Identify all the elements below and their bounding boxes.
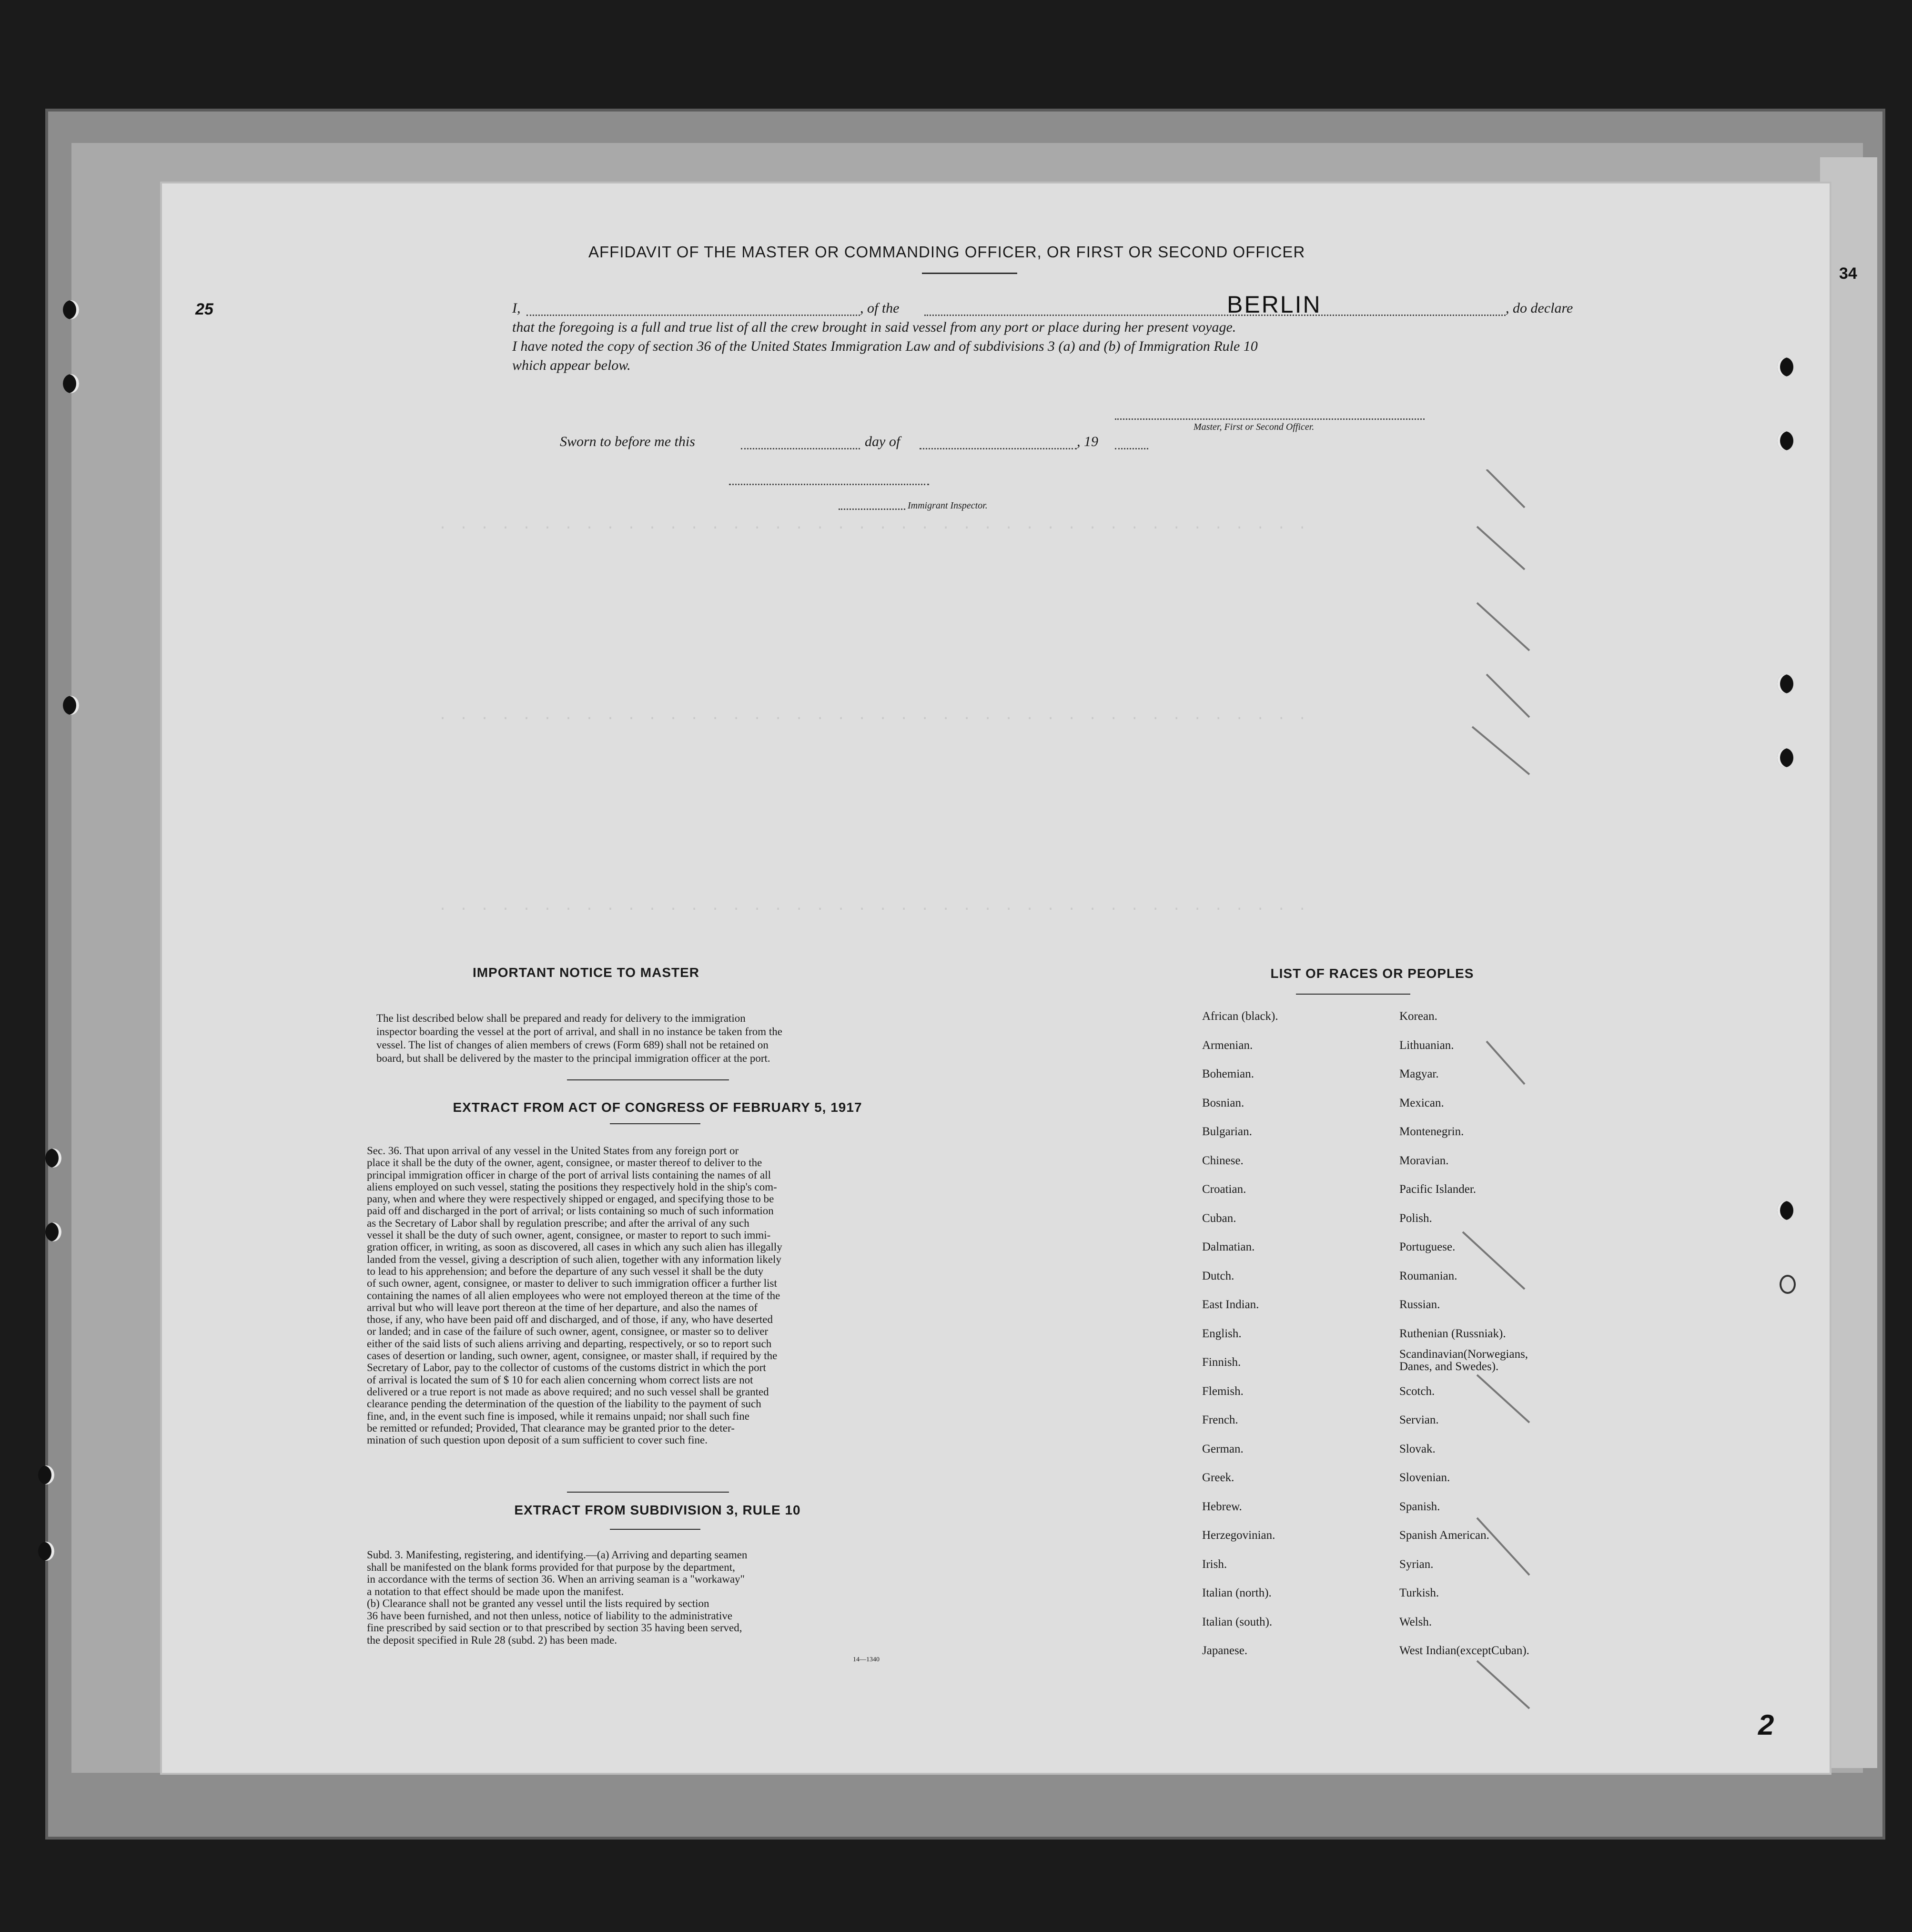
- race-item: Flemish.: [1202, 1384, 1244, 1398]
- race-item: East Indian.: [1202, 1298, 1259, 1311]
- notice-line: inspector boarding the vessel at the port of arrival, and shall in no instance be taken from the: [376, 1026, 783, 1037]
- binder-hole: [63, 374, 79, 393]
- race-item: Polish.: [1399, 1211, 1432, 1225]
- race-item: Scotch.: [1399, 1384, 1435, 1398]
- race-item: German.: [1202, 1442, 1244, 1455]
- act-line: principal immigration officer in charge of the port of arrival lists containing the names of all: [367, 1169, 771, 1181]
- declaration-line-4: which appear below.: [512, 357, 631, 373]
- race-item: Scandinavian(Norwegians, Danes, and Swedes).: [1399, 1348, 1528, 1373]
- title-divider: [922, 273, 1017, 274]
- act-line: mination of such question upon deposit of a sum sufficient to cover such fine.: [367, 1434, 708, 1446]
- race-item: Herzegovinian.: [1202, 1529, 1275, 1542]
- act-line: cases of desertion or landing, such owner, agent, consignee, or master shall, if required by the: [367, 1350, 778, 1362]
- section-divider: [567, 1492, 729, 1493]
- master-name-field[interactable]: [526, 315, 860, 316]
- page-number-mark: 34: [1839, 264, 1857, 283]
- race-item: Magyar.: [1399, 1068, 1439, 1080]
- side-mark: 25: [195, 300, 213, 318]
- act-line: of arrival is located the sum of $ 10 for each alien concerning whom correct lists are not: [367, 1373, 753, 1386]
- race-item: Turkish.: [1399, 1586, 1439, 1599]
- binder-hole: [1777, 674, 1793, 693]
- affidavit-i-label: I,: [512, 300, 521, 316]
- act-line: or landed; and in case of the failure of such owner, agent, consignee, or master so to deliver: [367, 1325, 769, 1338]
- race-item: African (black).: [1202, 1010, 1278, 1023]
- race-item: Portuguese.: [1399, 1241, 1456, 1253]
- race-item: Russian.: [1399, 1298, 1440, 1311]
- section-divider: [567, 1079, 729, 1080]
- act-line: clearance pending the determination of the question of the liability to the payment of such: [367, 1398, 761, 1410]
- master-signature-field[interactable]: [1115, 418, 1425, 420]
- notice-line: The list described below shall be prepared and ready for delivery to the immigration: [376, 1012, 746, 1024]
- races-column-1: [1202, 1002, 1278, 1666]
- race-item: Moravian.: [1399, 1154, 1449, 1167]
- act-line: of such owner, agent, consignee, or master to deliver to such immigration officer a further list: [367, 1277, 777, 1290]
- act-line: Sec. 36. That upon arrival of any vessel in the United States from any foreign port or: [367, 1145, 739, 1157]
- rule-line: shall be manifested on the blank forms provided for that purpose by the department,: [367, 1561, 735, 1573]
- race-item: Slovenian.: [1399, 1471, 1450, 1484]
- notice-line: vessel. The list of changes of alien members of crews (Form 689) shall not be retained on: [376, 1039, 769, 1051]
- bleed-through-text: . . . . . . . . . . . . . . . . . . . . . . . . . . . . . . . . . . . . . . . . . .: [438, 517, 1309, 533]
- handwritten-mark: 2: [1758, 1709, 1774, 1741]
- act-line: place it shall be the duty of the owner, agent, consignee, or master thereof to deliver to the: [367, 1157, 762, 1169]
- inspector-signature-leader: [839, 508, 905, 510]
- binder-hole: [45, 1149, 61, 1168]
- act-body: [367, 1145, 943, 1446]
- of-the-label: , of the: [860, 300, 900, 316]
- sworn-year-field[interactable]: [1115, 448, 1148, 449]
- races-title: LIST OF RACES OR PEOPLES: [1270, 966, 1474, 981]
- rule-title: EXTRACT FROM SUBDIVISION 3, RULE 10: [514, 1503, 801, 1517]
- section-divider: [610, 1123, 700, 1124]
- inspector-signature-field[interactable]: [729, 484, 929, 485]
- race-item: Bosnian.: [1202, 1096, 1244, 1109]
- act-line: either of the said lists of such aliens arriving and departing, respectively, or so to report such: [367, 1337, 772, 1350]
- sworn-label: Sworn to before me this: [560, 434, 695, 449]
- form-number: 14—1340: [853, 1656, 880, 1663]
- bleed-through-text: . . . . . . . . . . . . . . . . . . . . . . . . . . . . . . . . . . . . . . . . . .: [438, 708, 1309, 724]
- bleed-through-text: . . . . . . . . . . . . . . . . . . . . . . . . . . . . . . . . . . . . . . . . . .: [438, 898, 1309, 915]
- rule-line: Subd. 3. Manifesting, registering, and identifying.—(a) Arriving and departing seamen: [367, 1549, 748, 1561]
- act-line: vessel it shall be the duty of such owner, agent, consignee, or master to report to such immi-: [367, 1229, 771, 1241]
- binder-hole: [38, 1542, 54, 1561]
- race-item: Slovak.: [1399, 1442, 1436, 1455]
- act-line: containing the names of all alien employees who were not employed thereon at the time of the: [367, 1289, 780, 1302]
- race-item: Montenegrin.: [1399, 1125, 1464, 1138]
- race-item: French.: [1202, 1413, 1238, 1426]
- act-line: paid off and discharged in the port of arrival; or lists containing so much of such information: [367, 1205, 774, 1217]
- race-item: West Indian(exceptCuban).: [1399, 1644, 1529, 1657]
- race-item: Croatian.: [1202, 1183, 1246, 1196]
- affidavit-title: AFFIDAVIT OF THE MASTER OR COMMANDING OFFICER, OR FIRST OR SECOND OFFICER: [588, 243, 1305, 261]
- race-item: Finnish.: [1202, 1356, 1241, 1369]
- race-item: Dalmatian.: [1202, 1241, 1255, 1253]
- act-line: landed from the vessel, giving a description of such alien, together with any information likely: [367, 1253, 781, 1265]
- race-item: Italian (south).: [1202, 1615, 1273, 1628]
- rule-line: the deposit specified in Rule 28 (subd. 2) has been made.: [367, 1634, 617, 1646]
- binder-hole: [63, 696, 79, 715]
- vessel-name: BERLIN: [1227, 291, 1322, 318]
- handwritten-check-marks: [1305, 469, 1591, 1756]
- binder-hole: [1777, 431, 1793, 450]
- race-item: Chinese.: [1202, 1154, 1244, 1167]
- act-line: Secretary of Labor, pay to the collector of customs of the customs district in which the port: [367, 1362, 766, 1374]
- act-line: gration officer, in writing, as soon as discovered, all cases in which any such alien has illegally: [367, 1241, 782, 1253]
- act-line: aliens employed on such vessel, stating the positions they respectively hold in the ship's com-: [367, 1180, 777, 1193]
- rule-line: in accordance with the terms of section 36. When an arriving seaman is a "workaway": [367, 1573, 745, 1585]
- section-divider: [610, 1529, 700, 1530]
- act-line: arrival but who will leave port thereon at the time of her departure, and also the names of: [367, 1301, 758, 1313]
- notice-body: [376, 1012, 939, 1065]
- race-item: Spanish.: [1399, 1500, 1440, 1513]
- rule-line: fine prescribed by said section or to that prescribed by section 35 having been served,: [367, 1622, 742, 1634]
- race-item: Welsh.: [1399, 1615, 1432, 1628]
- race-item: Bulgarian.: [1202, 1125, 1252, 1138]
- race-item: Dutch.: [1202, 1269, 1234, 1282]
- race-item: Cuban.: [1202, 1211, 1236, 1225]
- act-line: pany, when and where they were respectively shipped or engaged, and specifying those to be: [367, 1193, 774, 1205]
- notice-line: board, but shall be delivered by the master to the principal immigration officer at the port.: [376, 1052, 770, 1064]
- signature-caption: Master, First or Second Officer.: [1194, 422, 1315, 432]
- act-line: as the Secretary of Labor shall by regulation prescribe; and after the arrival of any such: [367, 1217, 749, 1229]
- race-item: Pacific Islander.: [1399, 1183, 1477, 1196]
- race-item: Mexican.: [1399, 1096, 1444, 1109]
- race-item: Hebrew.: [1202, 1500, 1242, 1513]
- race-item: Japanese.: [1202, 1644, 1248, 1657]
- sworn-day-field[interactable]: [741, 448, 860, 449]
- declaration-line-3: I have noted the copy of section 36 of the United States Immigration Law and of subdivisions 3 (a) and (b) of Immigration Rule 10: [512, 338, 1258, 354]
- act-title: EXTRACT FROM ACT OF CONGRESS OF FEBRUARY 5, 1917: [453, 1100, 862, 1115]
- declaration-line-2: that the foregoing is a full and true list of all the crew brought in said vessel from any port or place during her present voyage.: [512, 319, 1236, 335]
- vessel-name-field[interactable]: [924, 315, 1506, 316]
- act-line: those, if any, who have been paid off and discharged, and of those, if any, who have deserted: [367, 1313, 773, 1326]
- do-declare-label: , do declare: [1506, 300, 1573, 316]
- act-line: be remitted or refunded; Provided, That clearance may be granted prior to the deter-: [367, 1422, 735, 1434]
- race-item: Italian (north).: [1202, 1586, 1272, 1599]
- race-item: Armenian.: [1202, 1038, 1253, 1052]
- binder-hole: [1777, 357, 1793, 376]
- rule-line: a notation to that effect should be made upon the manifest.: [367, 1585, 624, 1597]
- notice-title: IMPORTANT NOTICE TO MASTER: [472, 965, 700, 980]
- binder-hole: [63, 300, 79, 319]
- inspector-caption: Immigrant Inspector.: [908, 500, 988, 511]
- day-of-label: day of: [865, 434, 900, 449]
- race-item: Bohemian.: [1202, 1068, 1254, 1080]
- act-line: to lead to his apprehension; and before the departure of any such vessel it shall be the duty: [367, 1265, 764, 1277]
- race-item: Ruthenian (Russniak).: [1399, 1327, 1506, 1340]
- race-item: Irish.: [1202, 1557, 1227, 1571]
- binder-hole: [1780, 1275, 1796, 1294]
- race-item: Servian.: [1399, 1413, 1439, 1426]
- act-line: fine, and, in the event such fine is imposed, while it remains unpaid; nor shall such fine: [367, 1410, 749, 1422]
- binder-hole: [1777, 1201, 1793, 1220]
- rule-line: (b) Clearance shall not be granted any vessel until the lists required by section: [367, 1597, 709, 1609]
- binder-hole: [38, 1465, 54, 1485]
- race-item: Roumanian.: [1399, 1269, 1457, 1282]
- race-item: Spanish American.: [1399, 1529, 1489, 1542]
- race-item: Lithuanian.: [1399, 1038, 1454, 1052]
- year-label: , 19: [1077, 434, 1098, 449]
- sworn-month-field[interactable]: [920, 448, 1077, 449]
- act-line: delivered or a true report is not made as above required; and no such vessel shall be granted: [367, 1385, 769, 1398]
- rule-body: [367, 1549, 943, 1646]
- binder-hole: [45, 1222, 61, 1241]
- race-item: Korean.: [1399, 1010, 1437, 1023]
- race-item: Syrian.: [1399, 1557, 1434, 1571]
- binder-hole: [1777, 748, 1793, 767]
- affidavit-page: [162, 183, 1830, 1773]
- race-item: Greek.: [1202, 1471, 1234, 1484]
- race-item: English.: [1202, 1327, 1242, 1340]
- rule-line: 36 have been furnished, and not then unless, notice of liability to the administrative: [367, 1609, 733, 1622]
